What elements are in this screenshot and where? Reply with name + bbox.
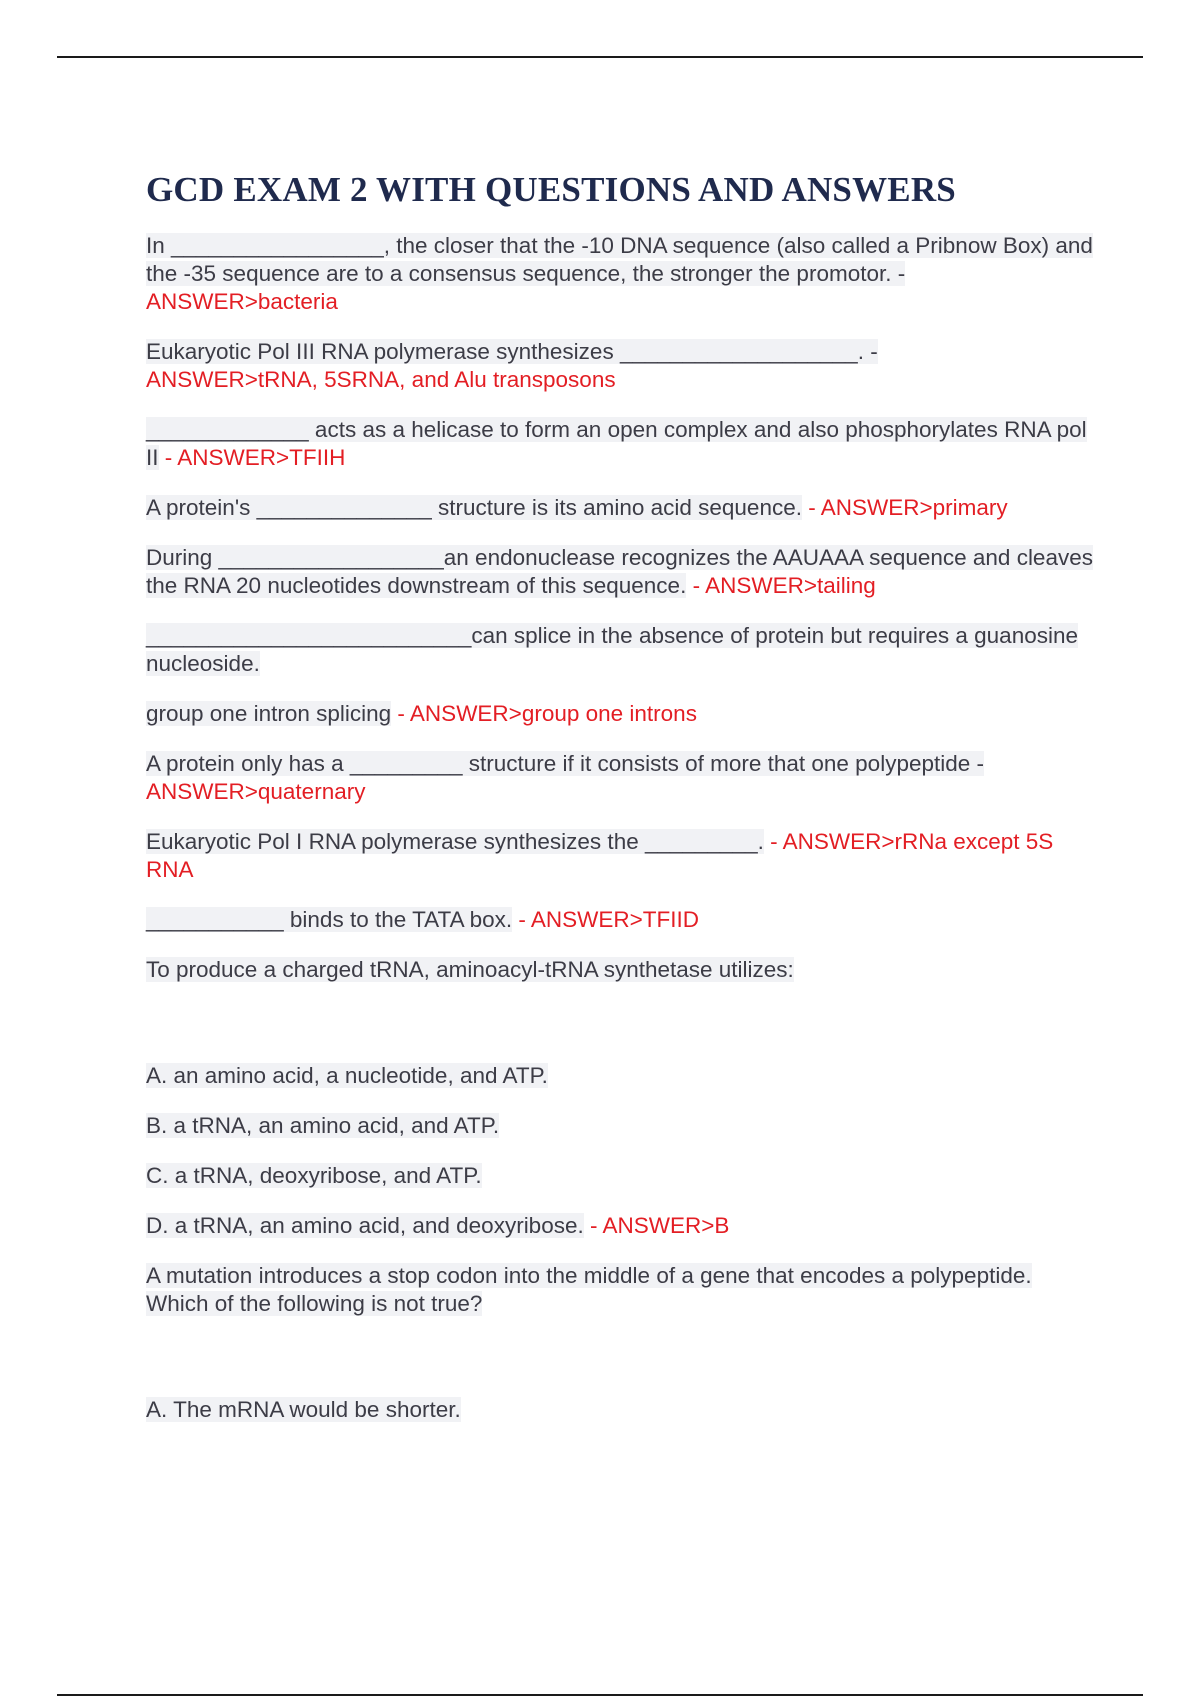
mc-1-option-c bbox=[146, 1162, 1096, 1190]
answer-text: ANSWER>tRNA, 5SRNA, and Alu transposons bbox=[146, 367, 616, 392]
question-3 bbox=[146, 416, 1096, 472]
question-text: A protein's ______________ structure is its amino acid sequence. bbox=[146, 495, 802, 520]
answer-text: ANSWER>quaternary bbox=[146, 779, 366, 804]
question-text: group one intron splicing bbox=[146, 701, 392, 726]
document-body bbox=[146, 168, 1096, 1446]
header-rule bbox=[57, 56, 1143, 58]
answer-text: - ANSWER>primary bbox=[801, 495, 1008, 520]
option-text: A. The mRNA would be shorter. bbox=[146, 1397, 461, 1422]
answer-text: - ANSWER>B bbox=[583, 1213, 730, 1238]
answer-text: - ANSWER>rRNa except 5S RNA bbox=[146, 829, 1054, 882]
question-text: __________________________can splice in the absence of protein but requires a guanosine nucleoside. bbox=[146, 623, 1079, 676]
question-text: To produce a charged tRNA, aminoacyl-tRNA synthetase utilizes: bbox=[146, 957, 794, 982]
question-10 bbox=[146, 906, 1096, 934]
option-text: C. a tRNA, deoxyribose, and ATP. bbox=[146, 1163, 482, 1188]
spacer bbox=[146, 1340, 1096, 1396]
footer-rule bbox=[57, 1694, 1143, 1696]
answer-text: - ANSWER>TFIID bbox=[512, 907, 699, 932]
mc-1-option-b bbox=[146, 1112, 1096, 1140]
answer-text: - ANSWER>group one introns bbox=[391, 701, 697, 726]
option-text: D. a tRNA, an amino acid, and deoxyribose. bbox=[146, 1213, 584, 1238]
question-5 bbox=[146, 544, 1096, 600]
answer-text: - ANSWER>tailing bbox=[686, 573, 876, 598]
question-text: ___________ binds to the TATA box. bbox=[146, 907, 513, 932]
mc-1-option-d bbox=[146, 1212, 1096, 1240]
question-9 bbox=[146, 828, 1096, 884]
mc-question-2-stem bbox=[146, 1262, 1096, 1318]
question-1 bbox=[146, 232, 1096, 316]
question-text: During __________________an endonuclease recognizes the AAUAAA sequence and cleaves the RNA 20 nucleotides downstream of this sequence. bbox=[146, 545, 1093, 598]
question-text: In _________________, the closer that the -10 DNA sequence (also called a Pribnow Box) and the -35 sequence are to a consensus sequence, the stronger the promotor. - bbox=[146, 233, 1093, 286]
question-text: A mutation introduces a stop codon into the middle of a gene that encodes a polypeptide. Which of the following is not true? bbox=[146, 1263, 1032, 1316]
question-7 bbox=[146, 700, 1096, 728]
question-2 bbox=[146, 338, 1096, 394]
mc-1-option-a bbox=[146, 1062, 1096, 1090]
question-6 bbox=[146, 622, 1096, 678]
option-text: A. an amino acid, a nucleotide, and ATP. bbox=[146, 1063, 548, 1088]
document-title: GCD EXAM 2 WITH QUESTIONS AND ANSWERS bbox=[146, 170, 956, 209]
answer-text: - ANSWER>TFIIH bbox=[158, 445, 346, 470]
question-text: _____________ acts as a helicase to form an open complex and also phosphorylates RNA pol II bbox=[146, 417, 1087, 470]
question-text: Eukaryotic Pol I RNA polymerase synthesizes the _________. bbox=[146, 829, 764, 854]
answer-text: ANSWER>bacteria bbox=[146, 289, 338, 314]
question-4 bbox=[146, 494, 1096, 522]
spacer bbox=[146, 1006, 1096, 1062]
question-text: Eukaryotic Pol III RNA polymerase synthesizes ___________________. - bbox=[146, 339, 878, 364]
question-8 bbox=[146, 750, 1096, 806]
option-text: B. a tRNA, an amino acid, and ATP. bbox=[146, 1113, 500, 1138]
mc-2-option-a bbox=[146, 1396, 1096, 1424]
mc-question-1-stem bbox=[146, 956, 1096, 984]
question-text: A protein only has a _________ structure if it consists of more that one polypeptide - bbox=[146, 751, 985, 776]
